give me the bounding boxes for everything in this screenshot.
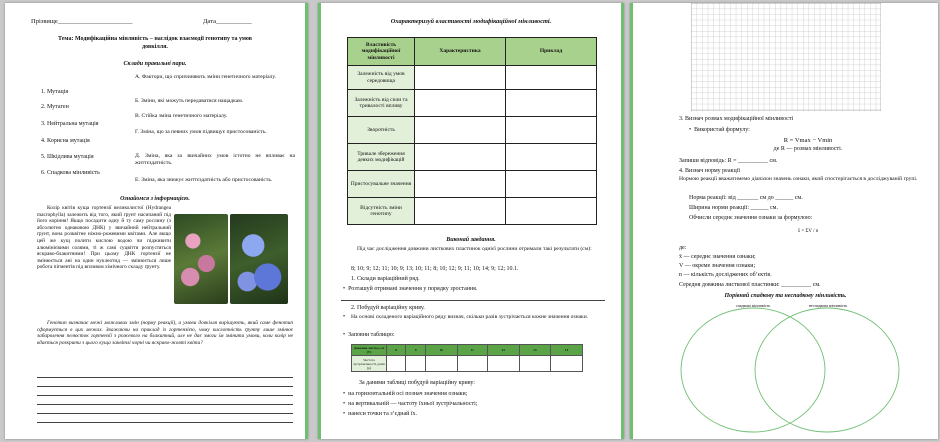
use-formula-text: Використай формулу: <box>694 127 750 133</box>
compare-title: Порівняй спадкову та неспадкову мінливість. <box>724 293 847 299</box>
mean-text: Обчисли середнє значення ознаки за формулою: <box>689 215 813 221</box>
row-label: Залежність від сили та тривалості впливу <box>348 90 415 117</box>
vt-cell[interactable] <box>425 356 457 372</box>
step-4: 4. Визнач норму реакції <box>679 168 741 174</box>
answer-line[interactable] <box>37 386 293 387</box>
left-item: 3. Нейтральна мутація <box>41 121 99 127</box>
vt-cell[interactable] <box>406 356 425 372</box>
vt-header-label: Довжина листка, см (V) <box>352 345 387 356</box>
row-label: Залежність від умов середовища <box>348 66 415 90</box>
cell-input[interactable] <box>415 171 506 198</box>
left-item: 5. Шкідлива мутація <box>41 154 94 160</box>
worksheet-page-3 <box>630 3 938 439</box>
data-values: 8; 10; 9; 12; 11; 10; 9; 13; 10; 11; 8; 10; 12; 9; 11; 10; 14; 9; 12; 10.1. <box>351 266 519 272</box>
range-formula: R = Vmax − Vmin <box>783 137 833 144</box>
where-item: n — кількість досліджених об’єктів. <box>679 272 772 278</box>
left-item: 6. Спадкова мінливість <box>41 170 100 176</box>
norm-from[interactable]: Норма реакції: від _______ см до ______ см. <box>689 195 803 201</box>
row-label: Відсутність зміни генотипу <box>348 198 415 225</box>
vt-row-label: Частота зустрічальності, разів (p) <box>353 357 385 370</box>
curve-bullet-3: • нанеси точки та з’єднай їх. <box>343 411 418 417</box>
info-title: Ознайомся з інформацією. <box>120 196 190 202</box>
vt-header-value: 10 <box>425 345 457 356</box>
header-characteristic: Характеристика <box>415 38 506 66</box>
answer-range[interactable]: Запиши відповідь: R = __________ см. <box>679 158 778 164</box>
step-1-bullet-text: Розташуй отримані значення у порядку зростання. <box>348 286 478 292</box>
norm-width[interactable]: Ширина норми реакції: ______ см. <box>689 205 778 211</box>
right-item: Б. Зміни, які можуть передаватися нащадкам. <box>135 98 244 104</box>
right-item: Е. Зміна, яка знижує життєздатність або пристосованість. <box>135 177 273 183</box>
vt-header-value: 11 <box>457 345 487 356</box>
blue-hydrangea-photo <box>230 214 288 304</box>
date-field-label[interactable]: Дата___________ <box>203 18 252 25</box>
venn-right-label: неспадкова мінливість <box>808 303 848 308</box>
left-item: 4. Корисна мутація <box>41 138 90 144</box>
cell-input[interactable] <box>415 117 506 144</box>
curve-bullet-3-text: нанеси точки та з’єднай їх. <box>348 411 418 417</box>
venn-left-label: спадкова мінливість <box>735 303 771 308</box>
venn-right-circle <box>755 308 899 432</box>
curve-intro: За даними таблиці побудуй варіаційну криву: <box>359 380 475 386</box>
row-label: Зворотність <box>348 117 415 144</box>
where-item: V — окреме значення ознаки; <box>679 263 756 269</box>
vt-cell[interactable] <box>487 356 519 372</box>
answer-line[interactable] <box>37 377 293 378</box>
topic-line-1: Тема: Модифікаційна мінливість – наслідок взаємодії генотипу та умов <box>57 36 252 42</box>
worksheet-page-1 <box>5 3 308 439</box>
task-intro: Під час дослідження довжини листкових пластинок однієї рослини отримали такі результати (см): <box>357 246 592 252</box>
cell-input[interactable] <box>506 117 597 144</box>
curve-bullet-1: • на горизонтальній осі познач значення ознаки; <box>343 391 468 397</box>
answer-line[interactable] <box>37 395 293 396</box>
vt-header-value: 13 <box>519 345 551 356</box>
right-item: А. Фактори, що спричиняють зміни генетичного матеріалу. <box>135 74 277 80</box>
vt-cell[interactable] <box>519 356 551 372</box>
pink-hydrangea-photo <box>174 214 228 304</box>
vt-cell[interactable] <box>457 356 487 372</box>
cell-input[interactable] <box>415 90 506 117</box>
name-field-label[interactable]: Прізвище_______________________ <box>31 18 133 25</box>
formula-note: де R — розмах мінливості. <box>773 146 843 152</box>
mean-formula: x̄ = ΣV / n <box>797 229 819 234</box>
right-item: Д. Зміна, яка за звичайних умов істотно не впливає на життєздатність. <box>135 153 295 166</box>
row-label: Тривале збереження деяких модифікацій <box>348 144 415 171</box>
where-item: x̄ — середнє значення ознаки; <box>679 254 756 260</box>
step-1: 1. Склади варіаційний ряд. <box>351 276 420 282</box>
venn-left-circle <box>681 308 825 432</box>
worksheet-page-2 <box>318 3 624 439</box>
vt-cell[interactable] <box>387 356 406 372</box>
right-item: Г. Зміна, що за певних умов підвищує пристосованість. <box>135 129 267 135</box>
vt-header-value: 8 <box>387 345 406 356</box>
step-2: 2. Побудуй варіаційну криву. <box>351 305 425 311</box>
row-label: Пристосувальне значення <box>348 171 415 198</box>
step-1-bullet: • Розташуй отримані значення у порядку зростання. <box>343 286 478 292</box>
step-2-bullet-1: На основі складеного варіаційного ряду визнач, скільки разів зустрічається кожне значення ознаки. <box>351 314 589 320</box>
graph-grid[interactable] <box>691 3 881 111</box>
answer-line[interactable] <box>37 404 293 405</box>
cell-input[interactable] <box>415 66 506 90</box>
properties-table <box>347 37 597 225</box>
left-item: 1. Мутація <box>41 89 69 95</box>
cell-input[interactable] <box>506 171 597 198</box>
task-title: Виконай завдання. <box>446 237 496 243</box>
step-2-bullet-1-marker: • <box>343 314 346 320</box>
step-2-bullet-2: • Заповни таблицю: <box>343 332 395 338</box>
where-label: де: <box>679 245 687 251</box>
right-item: В. Стійка зміна генетичного матеріалу. <box>135 113 228 119</box>
curve-bullet-2-text: на вертикальній — частоту їхньої зустрічальності; <box>348 401 478 407</box>
cell-input[interactable] <box>506 90 597 117</box>
cell-input[interactable] <box>415 144 506 171</box>
answer-line[interactable] <box>341 300 605 301</box>
mean-answer[interactable]: Середня довжина листкової пластинки: __________ см. <box>679 282 821 288</box>
info-text: Колір квітів куща гортензії великолистої (Hydrangea macrophylla) залежить від того, який ґрунт насипаний під його коріння! Якщо посадити одну й ту саму рослину (з абсолютно однаковою ДНК) у звичайний нейтральний ґрунт, вона розквітне ніжно-рожевими квітами. Але якщо цей же кущ полити кислою водою чи підживити алюмінієвими солями, ті ж самі суцвіття розпустяться яскраво-блакитними! При цьому ДНК гортензії не змінюється ані на один нуклеотид — змінюється лише робота пігментів під впливом хімічного складу ґрунту. <box>37 205 171 271</box>
pairs-title: Склади правильні пари. <box>123 61 187 67</box>
answer-line[interactable] <box>37 422 293 423</box>
curve-bullet-2: • на вертикальній — частоту їхньої зустрічальності; <box>343 401 478 407</box>
vt-cell[interactable] <box>551 356 583 372</box>
vt-header-value: 14 <box>551 345 583 356</box>
properties-title: Охарактеризуй властивості модифікаційної мінливості. <box>390 18 552 25</box>
topic-line-2: довкілля. <box>142 44 168 50</box>
step-3: 3. Визнач розмах модифікаційної мінливості <box>679 116 794 122</box>
left-item: 2. Мутаген <box>41 104 69 110</box>
variation-table <box>351 344 583 372</box>
step-2-bullet-2-text: Заповни таблицю: <box>348 332 395 338</box>
venn-diagram[interactable] <box>677 306 907 436</box>
task-text: Генотип визначає межі можливих змін (норму реакції), а умови довкілля вирішують, який саме фенотип сформується в цих межах. Зважаючи на приклад із гортензією, чому кислотність ґрунту лише змінює забарвлення пелюсток гортензії з рожевого на блакитний, але не дає змоги їм змінити умови, коли колір не вдається розкрити з цього куща заквітлі чорні чи яскраво-жовті квіти? <box>37 320 293 346</box>
cell-input[interactable] <box>415 198 506 225</box>
answer-line[interactable] <box>37 413 293 414</box>
vt-header-value: 12 <box>487 345 519 356</box>
use-formula: • Використай формулу: <box>689 127 750 133</box>
cell-input[interactable] <box>506 66 597 90</box>
header-example: Приклад <box>506 38 597 66</box>
cell-input[interactable] <box>506 198 597 225</box>
cell-input[interactable] <box>506 144 597 171</box>
header-property: Властивість модифікаційної мінливості <box>348 38 415 66</box>
curve-bullet-1-text: на горизонтальній осі познач значення ознаки; <box>348 391 468 397</box>
vt-header-value: 9 <box>406 345 425 356</box>
norm-text: Нормою реакції вважатимемо діапазон значень ознаки, який спостерігається в досліджуваній групі. <box>679 176 918 182</box>
